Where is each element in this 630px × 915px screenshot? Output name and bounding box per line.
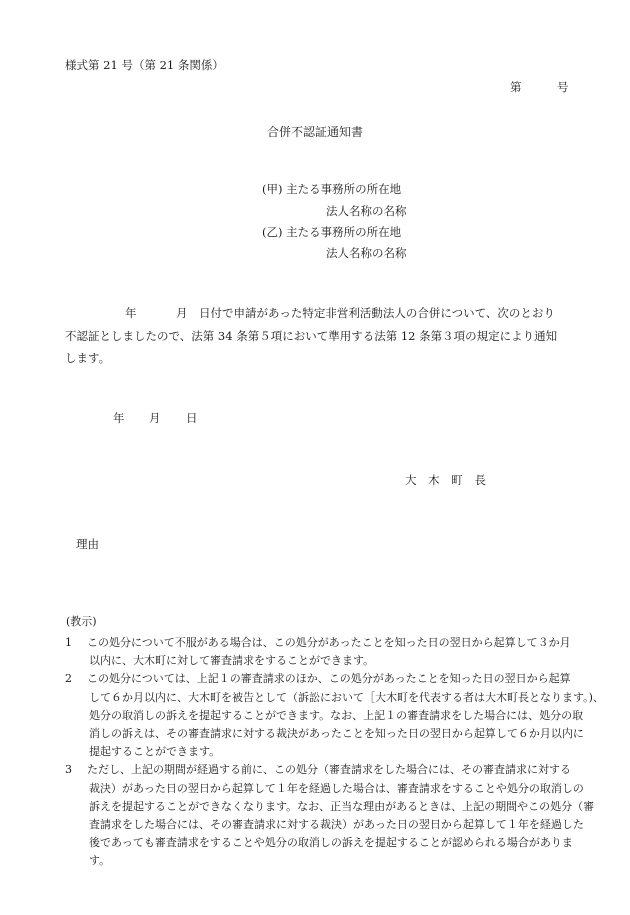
body-text-line-1: 日付で申請があった特定非営利活動法人の合併について、次のとおり <box>199 306 555 320</box>
date-year-label: 年 <box>113 411 125 425</box>
notice-line: 以内に、大木町に対して審査請求をすることができます。 <box>89 654 375 668</box>
party-otsu-name-label: 法人名称の名称 <box>326 246 407 260</box>
document-number-prefix: 第 <box>510 80 522 94</box>
notice-item-number: 2 <box>65 672 72 686</box>
issuer-name: 大 木 町 長 <box>405 473 490 487</box>
document-number-suffix: 号 <box>557 80 569 94</box>
notice-line: す。 <box>89 854 111 868</box>
body-text-line-2: 不認証としましたので、法第 34 条第５項において準用する法第 12 条第３項の規定により通知 <box>65 329 558 343</box>
notice-line: して６か月以内に、大木町を被告として（訴訟において［大木町を代表する者は大木町長となります。)、 <box>89 690 604 704</box>
body-year-label: 年 <box>125 306 137 320</box>
body-month-label: 月 <box>176 306 188 320</box>
reason-label: 理由 <box>76 537 99 551</box>
party-ko-address-label: (甲) 主たる事務所の所在地 <box>262 182 402 196</box>
date-day-label: 日 <box>186 411 198 425</box>
notice-line: この処分について不服がある場合は、この処分があったことを知った日の翌日から起算して３か月 <box>87 636 571 649</box>
form-number: 様式第 21 号（第 21 条関係） <box>65 58 224 72</box>
notice-heading: (教示) <box>66 615 97 628</box>
notice-item <box>61 634 581 670</box>
notice-line: 消しの訴えは、その審査請求に対する裁決があったことを知った日の翌日から起算して６か月以内に <box>89 727 584 741</box>
party-otsu-address-label: (乙) 主たる事務所の所在地 <box>262 225 402 239</box>
party-ko-name-label: 法人名称の名称 <box>326 204 407 218</box>
body-text-line-3: します。 <box>65 351 111 365</box>
notice-item-number: 3 <box>65 763 72 777</box>
document-title: 合併不認証通知書 <box>266 125 363 139</box>
notice-item-number: 1 <box>65 636 72 649</box>
notice-item <box>61 670 604 761</box>
notice-line: 裁決）があった日の翌日から起算して１年を経過した場合は、審査請求をすることや処分の取消しの <box>89 781 584 795</box>
notice-item <box>61 761 595 870</box>
notice-line: 提起することができます。 <box>89 745 221 759</box>
notice-section <box>61 634 604 871</box>
notice-line: この処分については、上記１の審査請求のほか、この処分があったことを知った日の翌日から起算 <box>87 672 571 686</box>
notice-line: 後であっても審査請求をすることや処分の取消しの訴えを提起することが認められる場合がありま <box>89 836 573 850</box>
date-month-label: 月 <box>149 411 161 425</box>
notice-line: 査請求をした場合には、その審査請求に対する裁決）があった日の翌日から起算して１年を経過した <box>89 818 584 832</box>
notice-line: ただし、上記の期間が経過する前に、この処分（審査請求をした場合には、その審査請求に対する <box>87 763 571 777</box>
notice-line: 訴えを提起することができなくなります。なお、正当な理由があるときは、上記の期間やこの処分（審 <box>89 799 595 813</box>
notice-line: 処分の取消しの訴えを提起することができます。なお、上記１の審査請求をした場合には、処分の取 <box>89 708 584 722</box>
